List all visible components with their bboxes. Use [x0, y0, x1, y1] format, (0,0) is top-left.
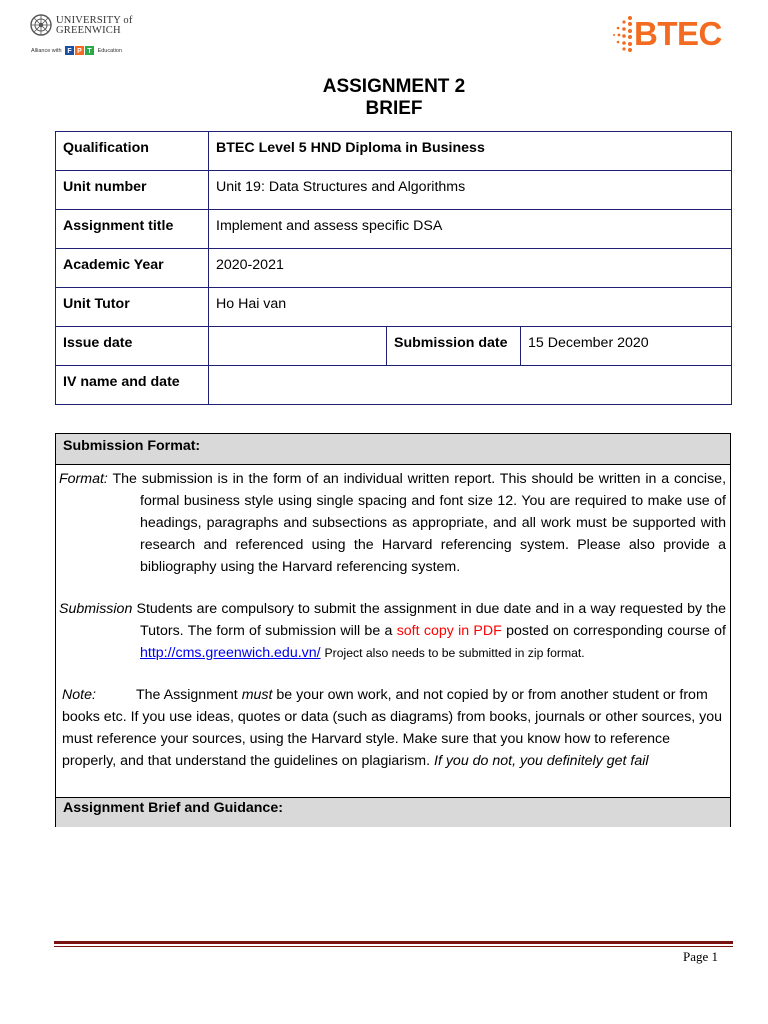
qualification-label: Qualification [56, 132, 209, 171]
table-row [56, 210, 732, 249]
submission-text-2: posted on corresponding course of [506, 623, 726, 639]
academic-year-value: 2020-2021 [209, 249, 732, 288]
btec-wordmark: BTEC [634, 15, 722, 52]
table-row [56, 288, 732, 327]
svg-text:F: F [66, 48, 72, 55]
page-number: Page 1 [683, 949, 719, 964]
qualification-value: BTEC Level 5 HND Diploma in Business [209, 132, 732, 171]
issue-date-label: Issue date [56, 327, 209, 366]
format-text: The submission is in the form of an individual written report. This should be written in a concise, formal business style using single spacing and font size 12. You are required to make use of headings, paragraphs and subsections as appropriate, and all work must be supported with research and referenced using the Harvard referencing system. Please also provide a bibliography using the Harvard referencing system. [112, 471, 727, 575]
assignment-title-label: Assignment title [56, 210, 209, 249]
footer-rule-thick [54, 941, 733, 944]
format-paragraph [59, 468, 726, 578]
submission-label: Submission [59, 601, 133, 617]
submission-format-heading: Submission Format: [56, 434, 730, 465]
unit-number-value: Unit 19: Data Structures and Algorithms [209, 171, 732, 210]
assignment-info-table [55, 131, 732, 405]
btec-logo [612, 14, 746, 54]
footer-rule-thin [54, 946, 733, 947]
alliance-prefix: Alliance with [31, 47, 62, 54]
table-row [56, 132, 732, 171]
note-text-must: must [241, 687, 273, 703]
submission-date-value: 15 December 2020 [521, 327, 732, 366]
iv-name-value [209, 366, 732, 405]
alliance-line [31, 46, 122, 55]
university-name-line1: UNIVERSITY of [56, 15, 133, 26]
svg-text:T: T [86, 48, 92, 55]
note-text-2: be your own work, and not copied by or from another student or from books etc. If you use ideas, quotes or data (such as diagrams) from books, journals or other sources, you must reference your sources, using the Harvard style. Make sure that you know how to reference properly, and that understand the guidelines on plagiarism. [62, 687, 723, 769]
iv-name-label: IV name and date [56, 366, 209, 405]
table-row [56, 171, 732, 210]
university-of-greenwich-logo [30, 14, 140, 60]
note-paragraph [62, 684, 726, 772]
assignment-title-value: Implement and assess specific DSA [209, 210, 732, 249]
submission-format-box [55, 433, 731, 827]
table-row [56, 366, 732, 405]
unit-tutor-label: Unit Tutor [56, 288, 209, 327]
note-text-italic: If you do not, you definitely get fail [434, 753, 649, 769]
cms-link[interactable]: http://cms.greenwich.edu.vn/ [140, 645, 321, 661]
btec-dots-icon [612, 14, 634, 54]
note-label: Note: [62, 687, 96, 703]
note-text-1: The Assignment [136, 687, 238, 703]
svg-text:P: P [76, 48, 82, 55]
submission-paragraph [59, 598, 726, 664]
unit-number-label: Unit number [56, 171, 209, 210]
submission-text-1: Students are compulsory to submit the assignment in due date and in a way requested by the Tutors. The form of submission will be a [136, 601, 726, 639]
title-line2: BRIEF [365, 98, 423, 119]
submission-date-label: Submission date [387, 327, 521, 366]
unit-tutor-value: Ho Hai van [209, 288, 732, 327]
table-row [56, 249, 732, 288]
soft-copy-pdf-text: soft copy in PDF [396, 623, 502, 639]
format-label: Format: [59, 471, 108, 487]
table-row [56, 327, 732, 366]
alliance-suffix: Education [97, 47, 123, 54]
academic-year-label: Academic Year [56, 249, 209, 288]
issue-date-value [209, 327, 387, 366]
assignment-brief-heading: Assignment Brief and Guidance: [56, 797, 730, 827]
university-name-line2: GREENWICH [56, 25, 121, 36]
title-line1: ASSIGNMENT 2 [322, 76, 466, 97]
fpt-logo-icon [65, 46, 95, 55]
university-seal-icon [30, 14, 52, 36]
page-title [0, 76, 768, 120]
submission-text-3: Project also needs to be submitted in zip format. [324, 646, 585, 660]
